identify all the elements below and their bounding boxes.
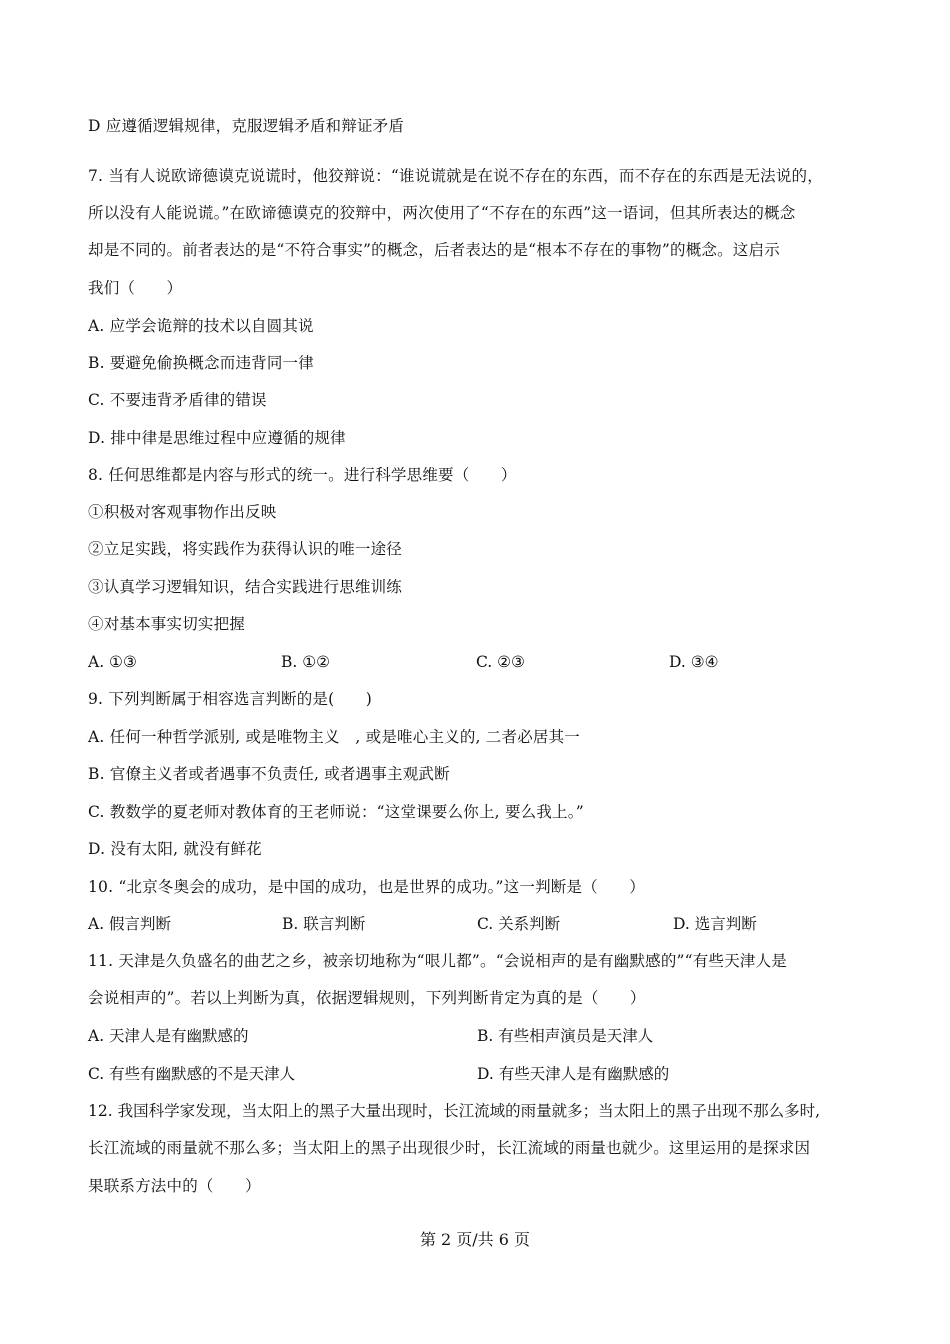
q7-stem-line-1: 7. 当有人说欧谛德谟克说谎时，他狡辩说：“谁说谎就是在说不存在的东西，而不存在的东西是无法说的， [88,167,823,185]
q7-stem-line-4: 我们（ ） [88,279,183,297]
q8-option-c: C. ②③ [476,653,525,671]
q9-stem: 9. 下列判断属于相容选言判断的是( ) [88,690,373,708]
q10-option-a: A. 假言判断 [88,915,172,933]
q8-option-d: D. ③④ [669,653,719,671]
q7-option-b: B. 要避免偷换概念而违背同一律 [88,354,314,372]
q8-option-a: A. ①③ [88,653,137,671]
q11-option-a: A. 天津人是有幽默感的 [88,1027,249,1045]
q11-option-c: C. 有些有幽默感的不是天津人 [88,1065,296,1083]
q10-option-c: C. 关系判断 [477,915,561,933]
q11-stem-line-1: 11. 天津是久负盛名的曲艺之乡，被亲切地称为“哏儿都”。“会说相声的是有幽默感的”“有些天津人是 [88,952,788,970]
q7-option-a: A. 应学会诡辩的技术以自圆其说 [88,317,314,335]
q9-option-d: D. 没有太阳, 就没有鲜花 [88,840,262,858]
page-number-footer: 第 2 页/共 6 页 [419,1230,531,1249]
q10-option-b: B. 联言判断 [282,915,366,933]
q8-stem: 8. 任何思维都是内容与形式的统一。进行科学思维要（ ） [88,466,517,484]
q8-item-2: ②立足实践，将实践作为获得认识的唯一途径 [88,540,403,558]
q12-stem-line-3: 果联系方法中的（ ） [88,1177,261,1195]
q12-stem-line-2: 长江流域的雨量就不那么多；当太阳上的黑子出现很少时，长江流域的雨量也就少。这里运用的是探求因 [88,1139,811,1157]
q11-stem-line-2: 会说相声的”。若以上判断为真，依据逻辑规则，下列判断肯定为真的是（ ） [88,989,646,1007]
q7-stem-line-2: 所以没有人能说谎。”在欧谛德谟克的狡辩中，两次使用了“不存在的东西”这一语词，但其所表达的概念 [88,204,796,222]
q7-option-c: C. 不要违背矛盾律的错误 [88,391,267,409]
q7-stem-line-3: 却是不同的。前者表达的是“不符合事实”的概念，后者表达的是“根本不存在的事物”的概念。这启示 [88,241,780,259]
q12-stem-line-1: 12. 我国科学家发现，当太阳上的黑子大量出现时，长江流域的雨量就多；当太阳上的黑子出现不那么多时, [88,1102,821,1120]
q11-option-b: B. 有些相声演员是天津人 [477,1027,654,1045]
q10-option-d: D. 选言判断 [673,915,757,933]
q9-option-a: A. 任何一种哲学派别, 或是唯物主义 , 或是唯心主义的, 二者必居其一 [88,728,581,746]
q7-option-d: D. 排中律是思维过程中应遵循的规律 [88,429,346,447]
q9-option-b: B. 官僚主义者或者遇事不负责任, 或者遇事主观武断 [88,765,450,783]
q6-option-d: D 应遵循逻辑规律，克服逻辑矛盾和辩证矛盾 [88,117,405,135]
q8-item-4: ④对基本事实切实把握 [88,615,246,633]
q10-stem: 10. “北京冬奥会的成功，是中国的成功，也是世界的成功。”这一判断是（ ） [88,878,645,896]
q9-option-c: C. 教数学的夏老师对教体育的王老师说：“这堂课要么你上, 要么我上。” [88,803,584,821]
q11-option-d: D. 有些天津人是有幽默感的 [477,1065,670,1083]
q8-item-3: ③认真学习逻辑知识，结合实践进行思维训练 [88,578,403,596]
q8-option-b: B. ①② [281,653,331,671]
q8-item-1: ①积极对客观事物作出反映 [88,503,277,521]
